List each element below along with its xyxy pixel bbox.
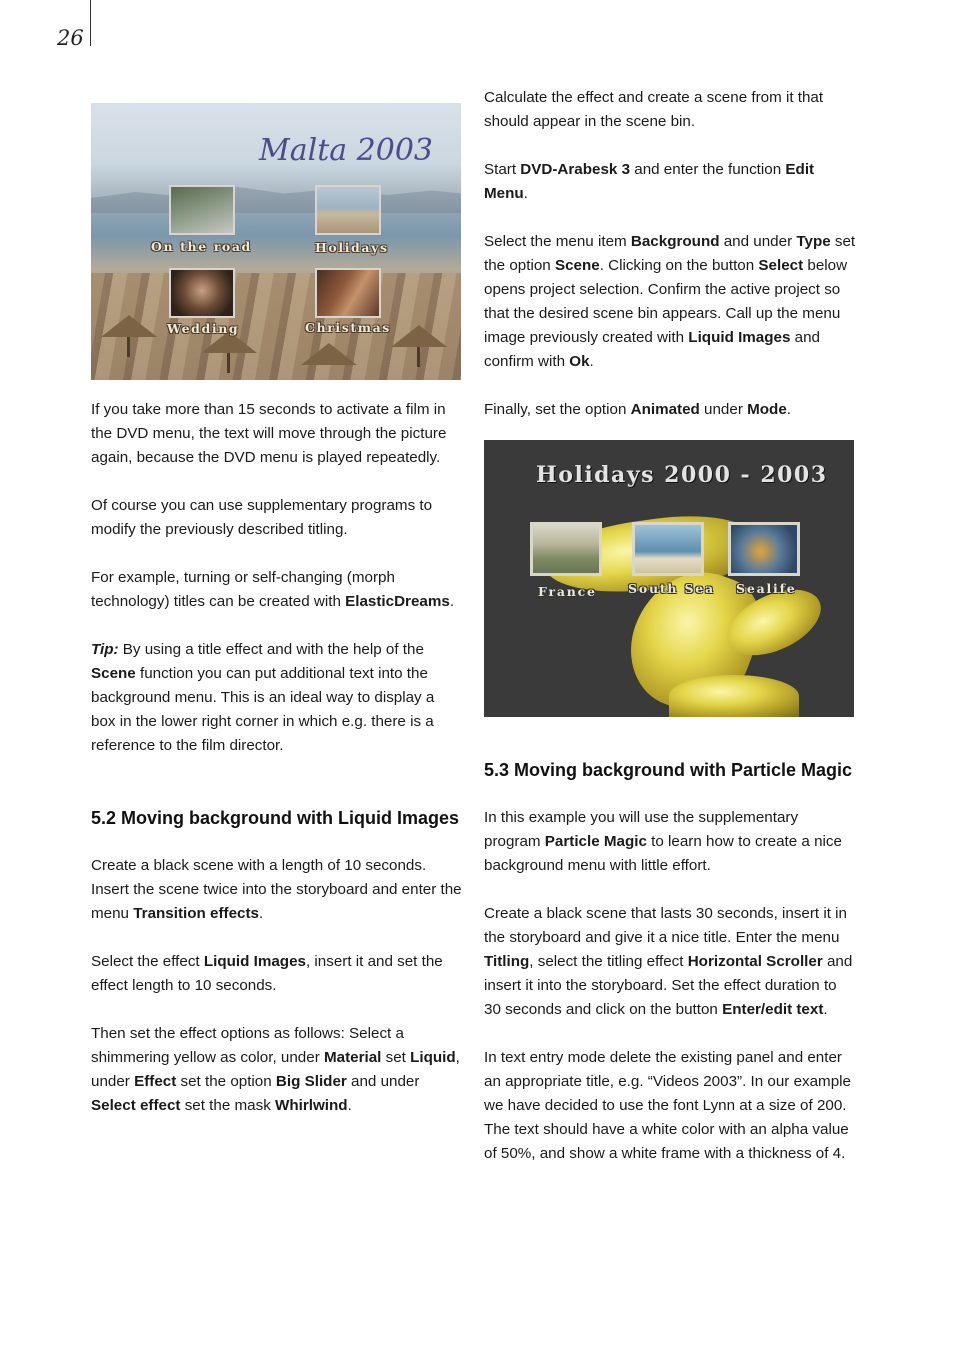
right-column-bottom (484, 758, 856, 1166)
paragraph-black-scene-30: Create a black scene that lasts 30 seconds, insert it in the storyboard and give it a nice title. Enter the menu Titling, select the titling effect Horizontal Scroller and insert it into the storyboard. Set the effect duration to 30 seconds and click on the button Enter/edit text. (484, 905, 853, 1018)
paragraph-liquid-images: Select the effect Liquid Images, insert it and set the effect length to 10 seconds. (91, 953, 443, 994)
menu-button-wedding: Wedding (167, 321, 240, 336)
parasol-pole (127, 337, 130, 357)
right-column-top (484, 86, 856, 422)
paragraph-supplementary: Of course you can use supplementary programs to modify the previously described titling. (91, 497, 433, 538)
thumb-holidays (315, 185, 381, 235)
thumb-christmas (315, 268, 381, 318)
menu-button-south-sea: South Sea (628, 581, 715, 596)
menu-button-france: France (538, 584, 597, 599)
heading-5-2: 5.2 Moving background with Liquid Images (91, 808, 460, 828)
holidays-menu-screenshot (484, 440, 854, 717)
menu-title: Holidays 2000 - 2003 (536, 462, 828, 488)
page-number: 26 (57, 26, 84, 50)
menu-button-holidays: Holidays (315, 240, 389, 255)
thumb-on-the-road (169, 185, 235, 235)
thumb-wedding (169, 268, 235, 318)
menu-button-christmas: Christmas (305, 320, 391, 335)
mountain-silhouette (91, 183, 461, 213)
malta-menu-screenshot (91, 103, 461, 380)
paragraph-elasticdreams: For example, turning or self-changing (morph technology) titles can be created with ElasticDreams. (91, 569, 455, 610)
paragraph-text-entry: In text entry mode delete the existing panel and enter an appropriate title, e.g. “Videos 2003”. In our example we have decided to use the font Lynn at a size of 200. The text should have a white color with an alpha value of 50%, and show a white frame with a thickness of 4. (484, 1049, 851, 1162)
page-number-rule (90, 0, 91, 46)
menu-button-sealife: Sealife (736, 581, 797, 596)
paragraph-particle-magic: In this example you will use the supplementary program Particle Magic to learn how to create a nice background menu with little effort. (484, 809, 842, 874)
paragraph-menu-repeat: If you take more than 15 seconds to activate a film in the DVD menu, the text will move through the picture again, because the DVD menu is played repeatedly. (91, 401, 447, 466)
paragraph-calculate: Calculate the effect and create a scene from it that should appear in the scene bin. (484, 89, 824, 130)
liquid-swirl (669, 675, 799, 717)
parasol-pole (417, 347, 420, 367)
paragraph-black-scene: Create a black scene with a length of 10 seconds. Insert the scene twice into the storyboard and enter the menu Transition effects. (91, 857, 462, 922)
thumb-sealife (728, 522, 800, 576)
menu-title: Malta 2003 (259, 133, 434, 168)
paragraph-start-dvd-arabesk: Start DVD-Arabesk 3 and enter the function Edit Menu. (484, 161, 815, 202)
paragraph-background: Select the menu item Background and under Type set the option Scene. Clicking on the button Select below opens project selection. Confirm the active project so that the desired scene bin appears. Call up the menu image previously created with Liquid Images and confirm with Ok. (484, 233, 856, 370)
parasol-pole (227, 353, 230, 373)
heading-5-3: 5.3 Moving background with Particle Magic (484, 760, 853, 780)
thumb-france (530, 522, 602, 576)
paragraph-animated: Finally, set the option Animated under Mode. (484, 401, 791, 418)
thumb-south-sea (632, 522, 704, 576)
paragraph-effect-options: Then set the effect options as follows: Select a shimmering yellow as color, under Material set Liquid, under Effect set the option Big Slider and under Select effect set the mask Whirlwind. (91, 1025, 460, 1114)
menu-button-on-the-road: On the road (151, 239, 252, 254)
left-column (91, 398, 463, 1118)
paragraph-tip: Tip: By using a title effect and with the help of the Scene function you can put additional text into the background menu. This is an ideal way to display a box in the lower right corner in which e.g. there is a reference to the film director. (91, 641, 435, 754)
beach-area (91, 273, 461, 380)
tip-label: Tip: (91, 641, 119, 658)
